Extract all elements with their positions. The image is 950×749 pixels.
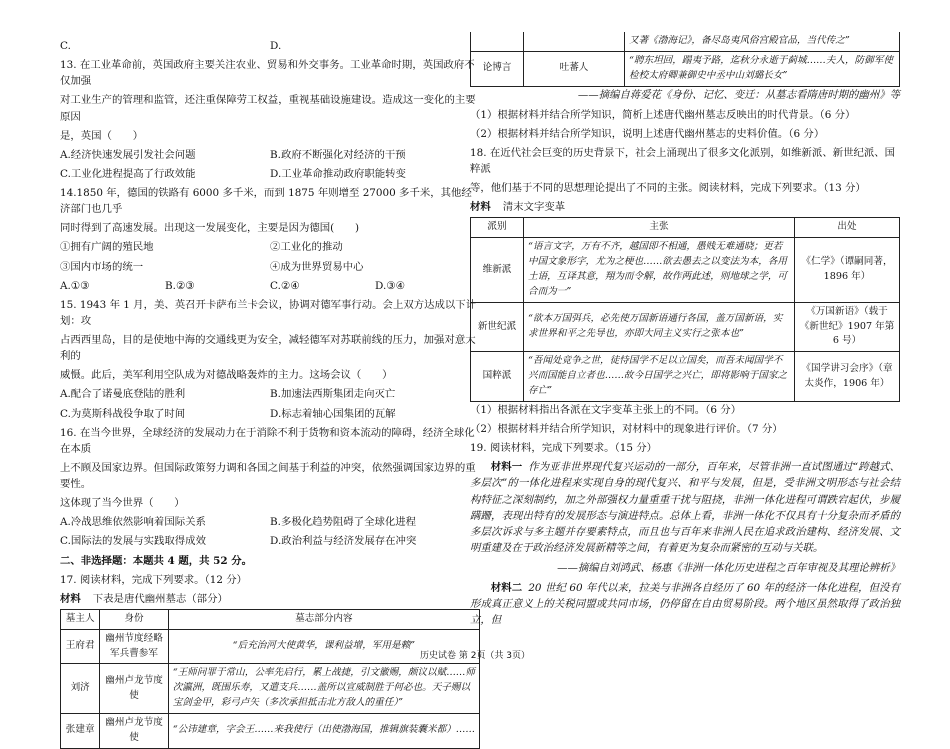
q13-option-c: C.工业化进程提高了行政效能 <box>60 167 196 180</box>
q14-item-2: ②工业化的推动 <box>270 241 343 254</box>
q15-stem-line: 威慑。此后，美军利用空队成为对德战略轰炸的主力。这场会议（ ） <box>60 369 393 382</box>
question-14 <box>60 185 480 294</box>
material-text: 20 世纪 60 年代以来，拉美与非洲各自经历了 60 年的经济一体化进程，但没有形成真正意义上的关税同盟或共同市场，仍停留在自由贸易阶段。两个地区虽然取得了政治独立，但 <box>470 582 900 627</box>
epitaph-table-continued <box>470 32 900 87</box>
q18-material-caption <box>470 199 900 215</box>
q16-option-b: B.多极化趋势阻碍了全球化进程 <box>270 516 417 529</box>
page-footer: 历史试卷 第 2页（共 3页） <box>419 651 531 661</box>
q14-option-d: D.③④ <box>375 279 405 292</box>
q14-item-1: ①拥有广阔的殖民地 <box>60 241 154 254</box>
caption-text: 清末文字变革 <box>502 201 566 214</box>
tomb-content: “公讳建章，字会王……来我使行（出使渤海国，推辑旗装囊米都）…… <box>168 714 479 749</box>
school-source: 《仁学》（谭嗣同著，1896 年） <box>795 238 900 302</box>
q13-stem-line: 是，英国（ ） <box>60 129 144 142</box>
q14-option-b: B.②③ <box>165 279 195 292</box>
q18-stem-line: 等，他们基于不同的思想理论提出了不同的主张。阅读材料，完成下列要求。（13 分） <box>470 182 866 195</box>
table-row <box>61 714 480 749</box>
q14-item-3: ③国内市场的统一 <box>60 260 144 273</box>
school-source: 《国学讲习会序》（章太炎作，1906 年） <box>795 352 900 402</box>
source-citation: ——摘编自刘鸿武、杨惠《非洲一体化历史进程之百年审视及其理论辨析》 <box>557 562 900 575</box>
question-15 <box>60 297 480 422</box>
table-row <box>471 238 900 302</box>
question-19 <box>470 440 900 628</box>
school-source: 《万国新语》（载于《新世纪》1907 年第 6 号） <box>795 302 900 352</box>
material-label: 材料 <box>60 592 81 605</box>
material-label: 材料 <box>470 201 491 214</box>
q14-stem-line: 同时得到了高速发展。出现这一发展变化，主要是因为德国( ) <box>60 222 360 235</box>
table-row <box>471 32 900 51</box>
right-column <box>470 35 901 633</box>
q18-subquestion-1: （1）根据材料指出各派在文字变革主张上的不同。（6 分） <box>470 403 742 416</box>
q14-option-c: C.②④ <box>270 279 300 292</box>
q13-option-b: B.政府不断强化对经济的干预 <box>270 148 406 161</box>
school-name: 新世纪派 <box>471 302 524 352</box>
q15-stem-line: 占西西里岛，目的是使地中海的交通线更为安全，减轻德军对苏联前线的压力，加强对意大利的 <box>60 334 476 363</box>
q15-option-c: C.为莫斯科战役争取了时间 <box>60 407 186 420</box>
material-2 <box>470 580 900 628</box>
tomb-content: “王师问罪于常山，公率先启行，累上战捷，引文徽赐，颇议以赋……师次瀛洲，既围乐寿，又遣支兵……盖所以宣威制胜于何必也。天子赐以宝剑金甲，彩弓卢矢（多次承担抵击北方敌人的重任）” <box>168 664 479 714</box>
table-header: 出处 <box>795 218 900 238</box>
q18-stem-line: 18. 在近代社会巨变的历史背景下，社会上涌现出了很多文化派别，如维新派、新世纪派、国粹派 <box>470 146 896 176</box>
table-row <box>471 302 900 352</box>
q18-subquestion-2: （2）根据材料并结合所学知识，对材料中的现象进行评价。（7 分） <box>470 423 783 436</box>
material-1 <box>470 459 900 556</box>
left-column <box>60 38 480 749</box>
material-label: 材料一 <box>490 461 523 474</box>
table-header: 墓志部分内容 <box>168 609 479 629</box>
tomb-role: 幽州卢龙节度使 <box>100 714 168 749</box>
q17-material-caption <box>60 591 480 607</box>
q13-option-d: D.工业革命推动政府职能转变 <box>270 167 406 180</box>
q15-option-a: A.配合了诺曼底登陆的胜利 <box>60 388 186 401</box>
material-text: 作为亚非世界现代复兴运动的一部分，百年来，尽管非洲一直试图通过“跨越式、多层次”的一体化进程来实现自身的现代复兴、和平与发展，但是，受非洲文明形态与社会结构特征之深刻制约，加之外部强权力量重重干扰与阻挠，非洲一体化进程可谓跌宕起伏，步履蹒跚，表现出特有的发展形态与演进特点。总体上看，非洲一体化不仅具有十分复杂而矛盾的多层次诉求与多主题并存要素特点，而且也与百年来非洲人民在追求政治建构、经济发展、文明重建及在于政治经济发展新精等之间，有着更为复杂而紧密的互动与关联。 <box>470 461 901 554</box>
q14-item-4: ④成为世界贸易中心 <box>270 260 364 273</box>
q15-option-b: B.加速法西斯集团走向灭亡 <box>270 388 396 401</box>
table-header: 身份 <box>100 609 168 629</box>
epitaph-table <box>60 609 480 749</box>
q12-option-c: C. <box>60 40 71 52</box>
question-13 <box>60 57 480 182</box>
q16-stem-line: 上不顾及国家边界。但国际政策努力调和各国之间基于利益的冲突，依然强调国家边界的重要性。 <box>60 461 476 490</box>
question-18 <box>470 145 900 437</box>
q15-option-d: D.标志着轴心国集团的瓦解 <box>270 407 396 420</box>
source-citation: ——摘编自蒋爱花《身份、记忆、变迁：从墓志看隋唐时期的幽州》等 <box>577 88 900 101</box>
tomb-owner: 张建章 <box>61 714 100 749</box>
table-header: 墓主人 <box>61 609 100 629</box>
q14-stem-line: 14.1850 年，德国的铁路有 6000 多千米，而到 1875 年则增至 27000 多千米，其他经济部门也几乎 <box>60 187 472 216</box>
q13-stem-line: 13. 在工业革命前，英国政府主要关注农业、贸易和外交事务。工业革命时期，英国政府不仅加强 <box>60 59 475 88</box>
q15-stem-line: 15. 1943 年 1 月，美、英召开卡萨布兰卡会议，协调对德军事行动。会上双方达成以下计划：攻 <box>60 298 477 327</box>
q12-options <box>60 38 480 54</box>
tomb-role: 幽州节度经略军兵曹参军 <box>100 629 168 664</box>
tomb-owner: 王府君 <box>61 629 100 664</box>
tomb-role: 吐蕃人 <box>524 51 625 86</box>
q19-stem: 19. 阅读材料，完成下列要求。（15 分） <box>470 442 658 455</box>
q13-option-a: A.经济快速发展引发社会问题 <box>60 148 196 161</box>
q14-option-a: A.①③ <box>60 279 90 292</box>
school-claim: “吾闻处竞争之世，徒恃国学不足以立国矣，而吾未闻国学不兴而国能自立者也……故今日国学之兴亡，即将影响于国家之存亡” <box>524 352 795 402</box>
tomb-owner: 刘济 <box>61 664 100 714</box>
q16-stem-line: 这体现了当今世界（ ） <box>60 497 185 510</box>
q13-stem-line: 对工业生产的管理和监管，还注重保障劳工权益，重视基础设施建设。造成这一变化的主要原因 <box>60 94 476 123</box>
question-16 <box>60 425 480 550</box>
q16-option-c: C.国际法的发展与实践取得成效 <box>60 535 206 548</box>
q17-subquestion-2: （2）根据材料并结合所学知识，说明上述唐代幽州墓志的史料价值。（6 分） <box>470 127 825 140</box>
school-name: 维新派 <box>471 238 524 302</box>
school-claim: “语言文字，万有不齐，越国即不相通，愚贱无难通晓；更若中国文象形字，尤为之梗也……欲去愚去之以变法为本，各用土语，互译其意，翔为而令解，故作两此述，则地球之学，可合而为一” <box>524 238 795 302</box>
table-header: 派别 <box>471 218 524 238</box>
school-claim: “欲本万国弭兵，必先使万国新语通行各国，盖万国新语，实求世界和平之先导也，亦即大同主义实行之张本也” <box>524 302 795 352</box>
tomb-content: 又著《渤海记》，备尽岛夷风俗宫殿官品，当代传之” <box>625 32 900 51</box>
material-label: 材料二 <box>490 582 523 595</box>
script-reform-table <box>470 217 900 401</box>
table-header: 主张 <box>524 218 795 238</box>
tomb-owner: 论博言 <box>471 51 524 86</box>
q17-subquestion-1: （1）根据材料并结合所学知识，简析上述唐代幽州墓志反映出的时代背景。（6 分） <box>470 108 856 121</box>
school-name: 国粹派 <box>471 352 524 402</box>
tomb-role: 幽州卢龙节度使 <box>100 664 168 714</box>
q16-option-a: A.冷战思维依然影响着国际关系 <box>60 516 206 529</box>
section-heading: 二、非选择题：本题共 4 题，共 52 分。 <box>60 554 253 567</box>
q17-stem: 17. 阅读材料，完成下列要求。（12 分） <box>60 573 248 586</box>
tomb-content: “聘东坦回，蹋夷予路，迄秋分永逝于蓟城……夫人，防御军使检校太府卿兼御史中丞中山刘璐长女” <box>625 51 900 86</box>
tomb-content: “后充治河大使黄华，课利益增，军用是赖” <box>168 629 479 664</box>
q12-option-d: D. <box>270 40 282 52</box>
q16-stem-line: 16. 在当今世界，全球经济的发展动力在于消除不利于货物和资本流动的障碍，经济全球化在本质 <box>60 426 475 455</box>
table-row <box>471 51 900 86</box>
table-row <box>471 352 900 402</box>
table-row <box>61 664 480 714</box>
q16-option-d: D.政治利益与经济发展存在冲突 <box>270 535 417 548</box>
caption-text: 下表是唐代幽州墓志（部分） <box>92 592 228 605</box>
